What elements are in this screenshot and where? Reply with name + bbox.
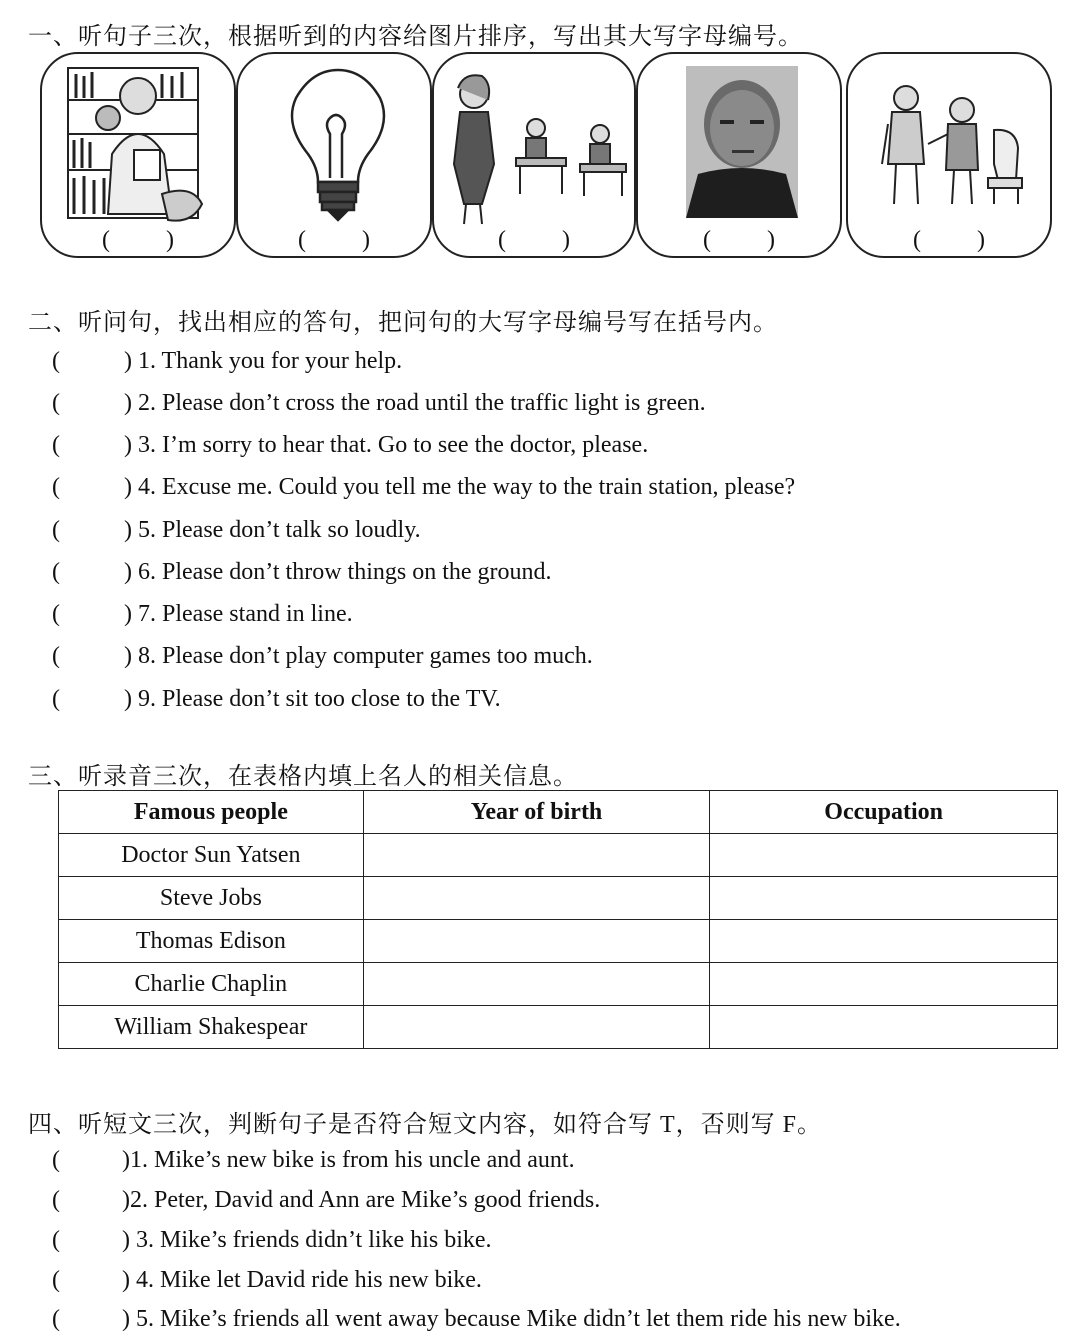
answer-blank[interactable]: ( ) [913, 227, 985, 253]
question-item: ( ) 5. Please don’t talk so loudly. [52, 517, 421, 543]
answer-blank[interactable]: ( [52, 1147, 60, 1173]
picture-box-4 [636, 52, 842, 258]
question-item: ( ) 1. Thank you for your help. [52, 348, 403, 374]
question-item: ( ) 2. Please don’t cross the road until the traffic light is green. [52, 390, 706, 416]
answer-blank[interactable]: ( [52, 348, 60, 374]
year-of-birth-cell[interactable] [363, 834, 710, 877]
person-name-cell: William Shakespear [59, 1006, 364, 1049]
occupation-cell[interactable] [710, 1006, 1058, 1049]
question-item: ( ) 6. Please don’t throw things on the ground. [52, 559, 552, 585]
question-item: ( ) 7. Please stand in line. [52, 601, 353, 627]
famous-people-table [58, 790, 1058, 1049]
answer-blank[interactable]: ( [52, 1306, 60, 1332]
section2-heading: 二、听问句，找出相应的答句，把问句的大写字母编号写在括号内。 [28, 310, 778, 336]
true-false-item: ( ) 3. Mike’s friends didn’t like his bike. [52, 1227, 492, 1253]
answer-blank[interactable]: ( [52, 686, 60, 712]
person-name-cell: Steve Jobs [59, 877, 364, 920]
table-row [59, 877, 1058, 920]
answer-blank[interactable]: ( ) [298, 227, 370, 253]
section3-heading: 三、听录音三次，在表格内填上名人的相关信息。 [28, 764, 578, 790]
person-name-cell: Doctor Sun Yatsen [59, 834, 364, 877]
table-row [59, 920, 1058, 963]
answer-blank[interactable]: ( [52, 1267, 60, 1293]
true-false-item: ( ) 5. Mike’s friends all went away because Mike didn’t let them ride his new bike. [52, 1306, 901, 1332]
occupation-cell[interactable] [710, 877, 1058, 920]
answer-blank[interactable]: ( [52, 643, 60, 669]
question-item: ( ) 4. Excuse me. Could you tell me the way to the train station, please? [52, 474, 796, 500]
picture-box-2 [236, 52, 432, 258]
question-item: ( ) 3. I’m sorry to hear that. Go to see the doctor, please. [52, 432, 649, 458]
answer-blank[interactable]: ( [52, 474, 60, 500]
occupation-cell[interactable] [710, 920, 1058, 963]
year-of-birth-cell[interactable] [363, 877, 710, 920]
table-row [59, 963, 1058, 1006]
picture-box-1 [40, 52, 236, 258]
true-false-item: ( ) 4. Mike let David ride his new bike. [52, 1267, 482, 1293]
question-item: ( ) 9. Please don’t sit too close to the TV. [52, 686, 501, 712]
year-of-birth-cell[interactable] [363, 963, 710, 1006]
answer-blank[interactable]: ( ) [498, 227, 570, 253]
section4-heading: 四、听短文三次，判断句子是否符合短文内容，如符合写 T，否则写 F。 [28, 1112, 823, 1138]
section1-heading: 一、听句子三次，根据听到的内容给图片排序，写出其大写字母编号。 [28, 24, 803, 50]
column-header: Year of birth [363, 791, 710, 834]
table-header-row [59, 791, 1058, 834]
answer-blank[interactable]: ( [52, 432, 60, 458]
table-row [59, 834, 1058, 877]
true-false-item: ( )1. Mike’s new bike is from his uncle and aunt. [52, 1147, 575, 1173]
person-name-cell: Thomas Edison [59, 920, 364, 963]
occupation-cell[interactable] [710, 963, 1058, 1006]
answer-blank[interactable]: ( [52, 559, 60, 585]
answer-blank[interactable]: ( [52, 1187, 60, 1213]
answer-blank[interactable]: ( [52, 390, 60, 416]
true-false-item: ( )2. Peter, David and Ann are Mike’s good friends. [52, 1187, 601, 1213]
year-of-birth-cell[interactable] [363, 920, 710, 963]
column-header: Occupation [710, 791, 1058, 834]
question-item: ( ) 8. Please don’t play computer games too much. [52, 643, 593, 669]
answer-blank[interactable]: ( [52, 1227, 60, 1253]
column-header: Famous people [59, 791, 364, 834]
answer-blank[interactable]: ( ) [102, 227, 174, 253]
occupation-cell[interactable] [710, 834, 1058, 877]
answer-blank[interactable]: ( [52, 517, 60, 543]
picture-box-5 [846, 52, 1052, 258]
year-of-birth-cell[interactable] [363, 1006, 710, 1049]
answer-blank[interactable]: ( [52, 601, 60, 627]
answer-blank[interactable]: ( ) [703, 227, 775, 253]
picture-box-3 [432, 52, 636, 258]
person-name-cell: Charlie Chaplin [59, 963, 364, 1006]
table-row [59, 1006, 1058, 1049]
